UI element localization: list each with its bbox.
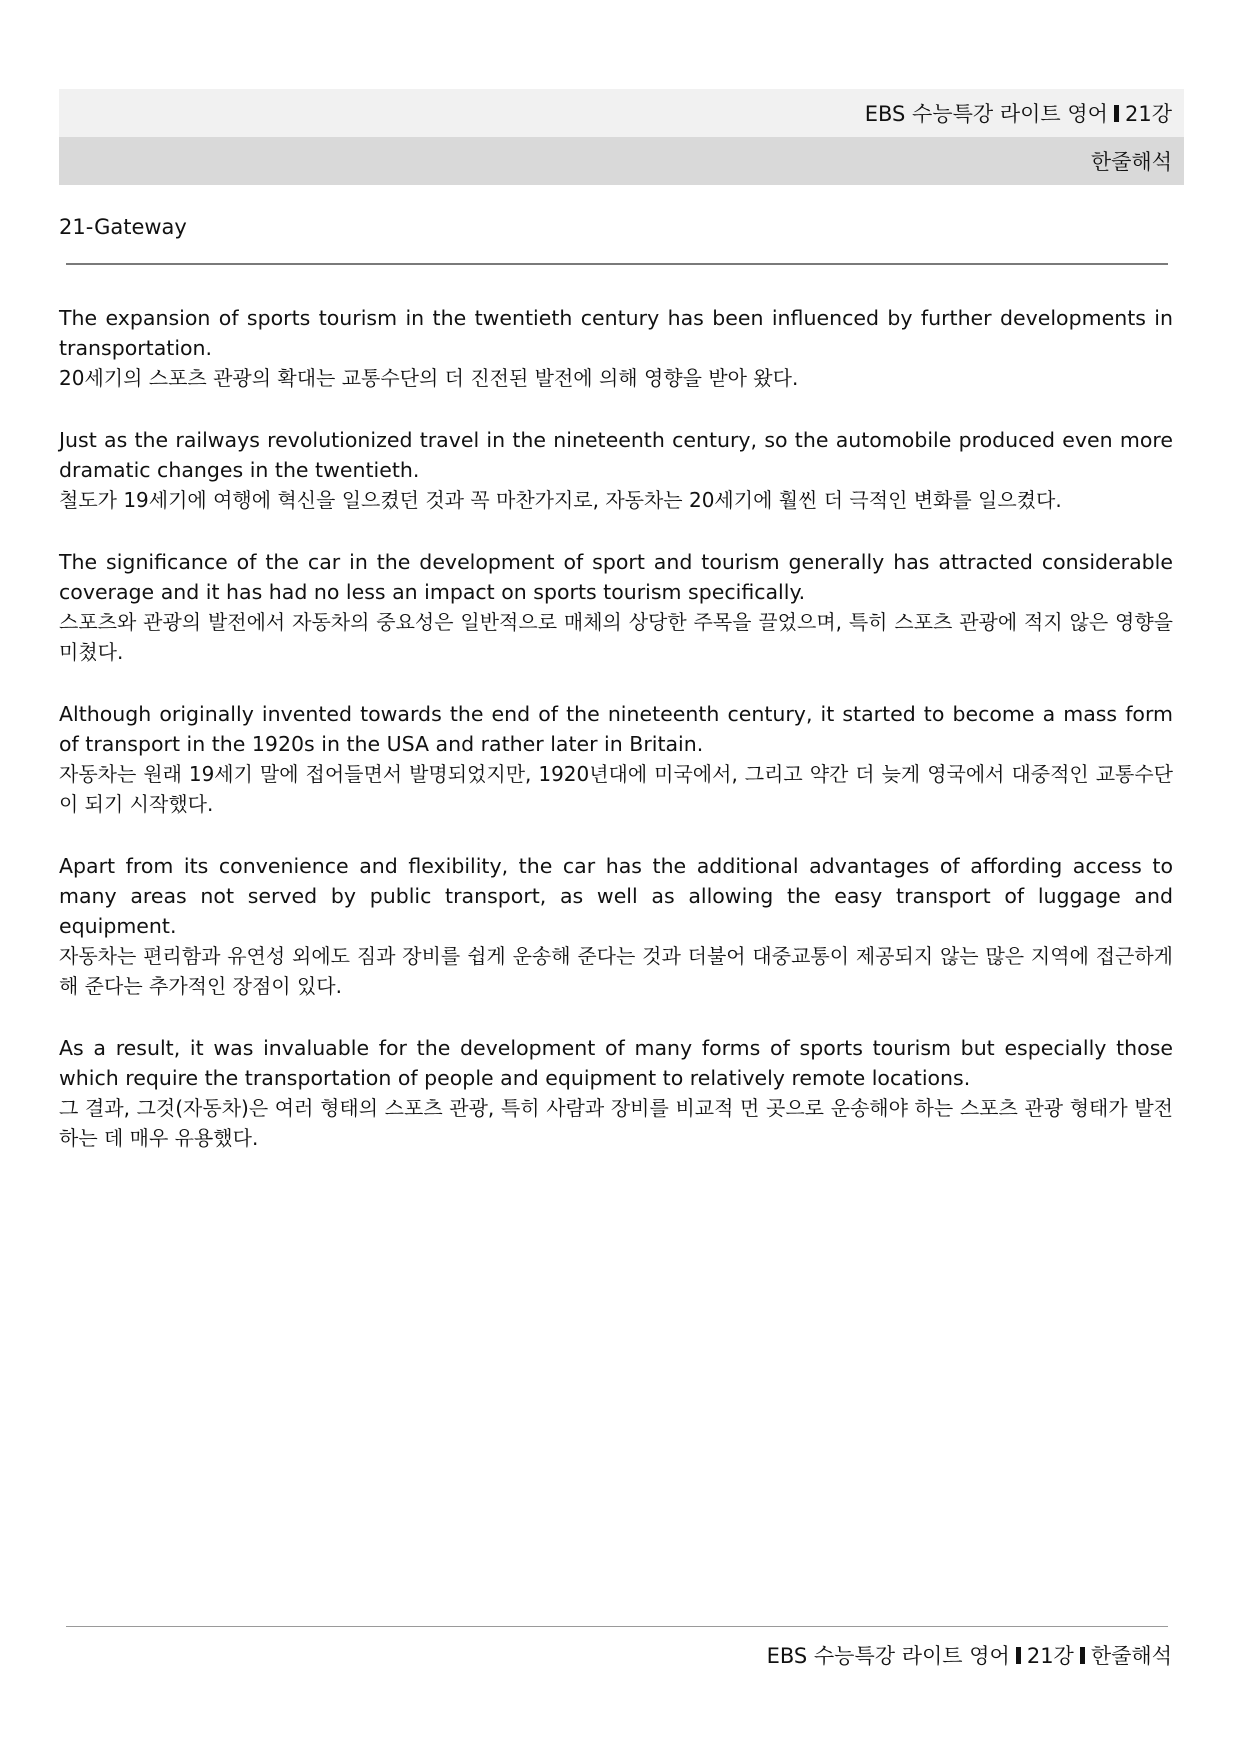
paragraph-1 xyxy=(59,303,1173,393)
top-divider xyxy=(66,263,1168,265)
paragraph-2 xyxy=(59,425,1173,515)
header-subtitle-bar xyxy=(59,137,1184,185)
separator-bar-icon xyxy=(1016,1647,1021,1664)
korean-translation: 철도가 19세기에 여행에 혁신을 일으켰던 것과 꼭 마찬가지로, 자동차는 20세기에 훨씬 더 극적인 변화를 일으켰다. xyxy=(59,488,1062,512)
paragraph-3 xyxy=(59,547,1173,667)
separator-bar-icon xyxy=(1114,105,1119,122)
section-title: 21-Gateway xyxy=(59,215,187,239)
english-sentence: Although originally invented towards the end of the nineteenth century, it started to become a mass form of transport in the 1920s in the USA and rather later in Britain. xyxy=(59,702,1173,756)
separator-bar-icon xyxy=(1080,1647,1085,1664)
footer-lesson-number: 21강 xyxy=(1026,1644,1074,1668)
english-sentence: Just as the railways revolutionized travel in the nineteenth century, so the automobile produced even more dramatic changes in the twentieth. xyxy=(59,428,1173,482)
footer-course-title: EBS 수능특강 라이트 영어 xyxy=(766,1644,1010,1668)
paragraph-6 xyxy=(59,1033,1173,1153)
paragraph-5 xyxy=(59,851,1173,1001)
paragraph-4 xyxy=(59,699,1173,819)
footer xyxy=(767,1640,1172,1670)
english-sentence: The significance of the car in the development of sport and tourism generally has attracted considerable coverage and it has had no less an impact on sports tourism specifically. xyxy=(59,550,1173,604)
translation-body xyxy=(59,303,1173,1185)
korean-translation: 자동차는 편리함과 유연성 외에도 짐과 장비를 쉽게 운송해 준다는 것과 더불어 대중교통이 제공되지 않는 많은 지역에 접근하게 해 준다는 추가적인 장점이 있다. xyxy=(59,944,1173,998)
english-sentence: The expansion of sports tourism in the twentieth century has been influenced by further developments in transportation. xyxy=(59,306,1173,360)
header-course-title: EBS 수능특강 라이트 영어 xyxy=(864,102,1108,126)
english-sentence: As a result, it was invaluable for the development of many forms of sports tourism but especially those which require the transportation of people and equipment to relatively remote locations. xyxy=(59,1036,1173,1090)
header-course-bar xyxy=(59,89,1184,137)
korean-translation: 스포츠와 관광의 발전에서 자동차의 중요성은 일반적으로 매체의 상당한 주목을 끌었으며, 특히 스포츠 관광에 적지 않은 영향을 미쳤다. xyxy=(59,610,1173,664)
header-subtitle: 한줄해석 xyxy=(1090,150,1172,174)
korean-translation: 그 결과, 그것(자동차)은 여러 형태의 스포츠 관광, 특히 사람과 장비를 비교적 먼 곳으로 운송해야 하는 스포츠 관광 형태가 발전하는 데 매우 유용했다. xyxy=(59,1096,1173,1150)
header-lesson-number: 21강 xyxy=(1124,102,1172,126)
bottom-divider xyxy=(66,1626,1168,1627)
korean-translation: 20세기의 스포츠 관광의 확대는 교통수단의 더 진전된 발전에 의해 영향을 받아 왔다. xyxy=(59,366,799,390)
english-sentence: Apart from its convenience and flexibility, the car has the additional advantages of affording access to many areas not served by public transport, as well as allowing the easy transport of luggage and equipment. xyxy=(59,854,1173,938)
korean-translation: 자동차는 원래 19세기 말에 접어들면서 발명되었지만, 1920년대에 미국에서, 그리고 약간 더 늦게 영국에서 대중적인 교통수단이 되기 시작했다. xyxy=(59,762,1173,816)
footer-subtitle: 한줄해석 xyxy=(1090,1644,1172,1668)
